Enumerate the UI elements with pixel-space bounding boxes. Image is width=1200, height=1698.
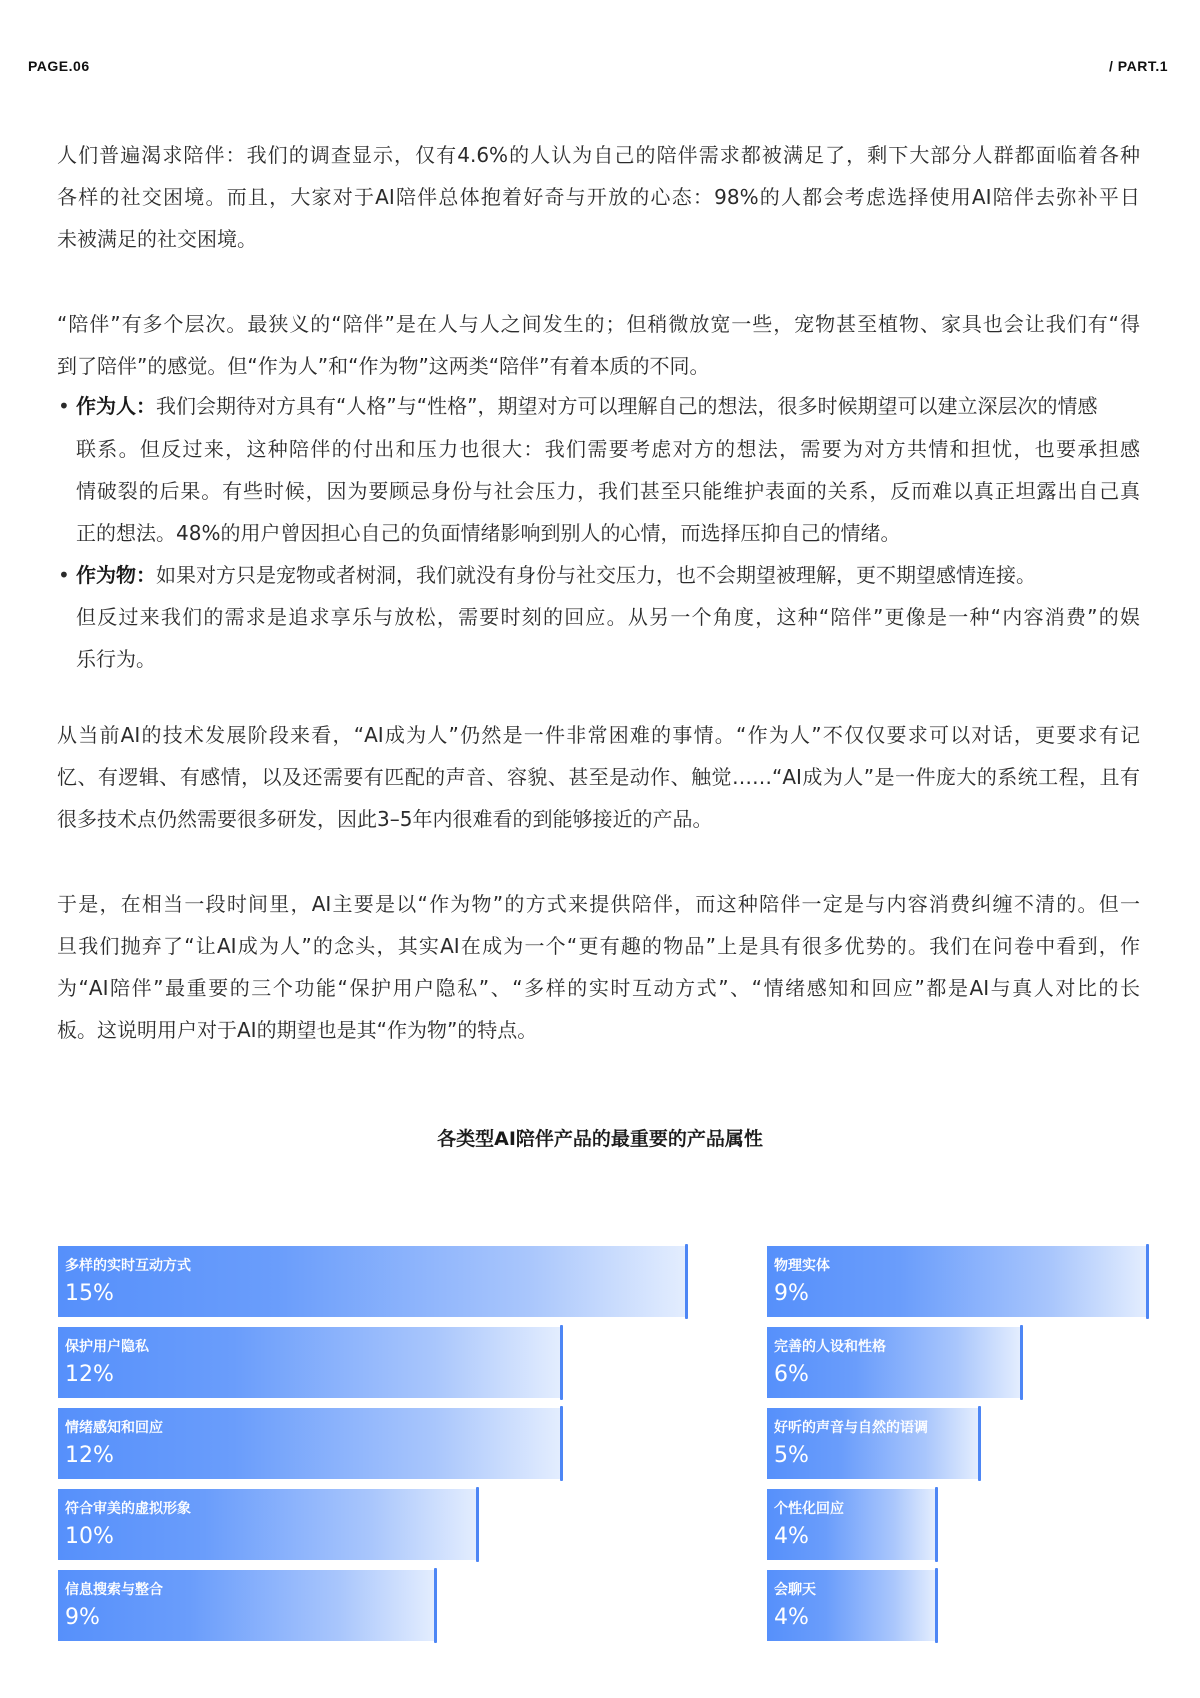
- line-text: “陪伴”有多个层次。最狭义的“陪伴”是在人与人之间发生的；但稍微放宽一些，宠物甚至植物、家具也会让我们有“得: [57, 312, 1140, 336]
- bar-value: 4%: [774, 1605, 809, 1630]
- bar-value: 12%: [65, 1362, 114, 1387]
- bar-right-2: [767, 1408, 978, 1479]
- bar-right-1: [767, 1327, 1020, 1398]
- line-text: 从当前AI的技术发展阶段来看，“AI成为人”仍然是一件非常困难的事情。“作为人”不仅仅要求可以对话，更要求有记: [57, 723, 1140, 747]
- paragraph-line: [76, 519, 1140, 547]
- line-text: 很多技术点仍然需要很多研发，因此3–5年内很难看的到能够接近的产品。: [57, 807, 713, 831]
- paragraph-line: [76, 603, 1140, 631]
- bar-value: 9%: [65, 1605, 100, 1630]
- line-text: 忆、有逻辑、有感情，以及还需要有匹配的声音、容貌、甚至是动作、触觉……“AI成为人”是一件庞大的系统工程，且有: [57, 765, 1140, 789]
- bar-edge: [560, 1406, 563, 1481]
- bar-left-1: [58, 1327, 560, 1398]
- bar-value: 5%: [774, 1443, 809, 1468]
- bar-label: 符合审美的虚拟形象: [65, 1501, 191, 1517]
- paragraph-line: [58, 392, 1140, 420]
- bar-right-3: [767, 1489, 935, 1560]
- line-text: 于是，在相当一段时间里，AI主要是以“作为物”的方式来提供陪伴，而这种陪伴一定是与内容消费纠缠不清的。但一: [57, 892, 1140, 916]
- bar-edge: [978, 1406, 981, 1481]
- paragraph-line: [57, 974, 1140, 1002]
- bar-edge: [685, 1244, 688, 1319]
- bar-value: 4%: [774, 1524, 809, 1549]
- paragraph-line: [57, 1016, 1140, 1044]
- bullet-icon: •: [58, 563, 70, 587]
- bar-left-3: [58, 1489, 476, 1560]
- bullet-label: 作为物：: [76, 563, 156, 587]
- bar-right-4: [767, 1570, 935, 1641]
- line-text: 联系。但反过来，这种陪伴的付出和压力也很大：我们需要考虑对方的想法，需要为对方共情和担忧，也要承担感: [76, 437, 1140, 461]
- bar-label: 会聊天: [774, 1582, 816, 1598]
- bar-label: 个性化回应: [774, 1501, 844, 1517]
- bar-value: 15%: [65, 1281, 114, 1306]
- bar-label: 多样的实时互动方式: [65, 1258, 191, 1274]
- bar-left-4: [58, 1570, 434, 1641]
- bar-value: 9%: [774, 1281, 809, 1306]
- bar-label: 物理实体: [774, 1258, 830, 1274]
- paragraph-line: [57, 225, 1140, 253]
- bar-value: 10%: [65, 1524, 114, 1549]
- paragraph-line: [76, 645, 1140, 673]
- bar-edge: [476, 1487, 479, 1562]
- paragraph-line: [76, 477, 1140, 505]
- paragraph-line: [57, 763, 1140, 791]
- line-text: 人们普遍渴求陪伴：我们的调查显示，仅有4.6%的人认为自己的陪伴需求都被满足了，剩下大部分人群都面临着各种: [57, 143, 1140, 167]
- paragraph-line: [58, 561, 1140, 589]
- paragraph-line: [57, 352, 1140, 380]
- bar-edge: [434, 1568, 437, 1643]
- line-text: 板。这说明用户对于AI的期望也是其“作为物”的特点。: [57, 1018, 538, 1042]
- line-text: 乐行为。: [76, 647, 156, 671]
- line-text: 为“AI陪伴”最重要的三个功能“保护用户隐私”、“多样的实时互动方式”、“情绪感知和回应”都是AI与真人对比的长: [57, 976, 1140, 1000]
- paragraph-line: [57, 721, 1140, 749]
- line-text: 但反过来我们的需求是追求享乐与放松，需要时刻的回应。从另一个角度，这种“陪伴”更像是一种“内容消费”的娱: [76, 605, 1140, 629]
- page-number: PAGE.06: [28, 58, 90, 74]
- bar-value: 6%: [774, 1362, 809, 1387]
- paragraph-line: [57, 932, 1140, 960]
- bullet-label: 作为人：: [76, 394, 156, 418]
- paragraph-line: [57, 183, 1140, 211]
- bullet-icon: •: [58, 394, 70, 418]
- line-text: 我们会期待对方具有“人格”与“性格”，期望对方可以理解自己的想法，很多时候期望可以建立深层次的情感: [156, 394, 1098, 418]
- bar-edge: [935, 1487, 938, 1562]
- line-text: 到了陪伴”的感觉。但“作为人”和“作为物”这两类“陪伴”有着本质的不同。: [57, 354, 710, 378]
- bar-label: 完善的人设和性格: [774, 1339, 886, 1355]
- paragraph-line: [57, 890, 1140, 918]
- paragraph-line: [57, 141, 1140, 169]
- bar-edge: [560, 1325, 563, 1400]
- line-text: 情破裂的后果。有些时候，因为要顾忌身份与社会压力，我们甚至只能维护表面的关系，反而难以真正坦露出自己真: [76, 479, 1140, 503]
- bar-left-2: [58, 1408, 560, 1479]
- chart-title: 各类型AI陪伴产品的最重要的产品属性: [437, 1128, 763, 1150]
- bar-label: 情绪感知和回应: [65, 1420, 163, 1436]
- bar-edge: [1146, 1244, 1149, 1319]
- part-label: / PART.1: [1109, 58, 1168, 74]
- bar-label: 好听的声音与自然的语调: [774, 1420, 928, 1436]
- paragraph-line: [57, 805, 1140, 833]
- bar-edge: [1020, 1325, 1023, 1400]
- bar-value: 12%: [65, 1443, 114, 1468]
- bar-edge: [935, 1568, 938, 1643]
- paragraph-line: [57, 310, 1140, 338]
- line-text: 旦我们抛弃了“让AI成为人”的念头，其实AI在成为一个“更有趣的物品”上是具有很多优势的。我们在问卷中看到，作: [57, 934, 1140, 958]
- line-text: 未被满足的社交困境。: [57, 227, 257, 251]
- line-text: 如果对方只是宠物或者树洞，我们就没有身份与社交压力，也不会期望被理解，更不期望感情连接。: [156, 563, 1036, 587]
- bar-label: 信息搜索与整合: [65, 1582, 163, 1598]
- line-text: 正的想法。48%的用户曾因担心自己的负面情绪影响到别人的心情，而选择压抑自己的情绪。: [76, 521, 901, 545]
- bar-right-0: [767, 1246, 1146, 1317]
- bar-left-0: [58, 1246, 685, 1317]
- line-text: 各样的社交困境。而且，大家对于AI陪伴总体抱着好奇与开放的心态：98%的人都会考虑选择使用AI陪伴去弥补平日: [57, 185, 1140, 209]
- bar-label: 保护用户隐私: [65, 1339, 149, 1355]
- paragraph-line: [76, 435, 1140, 463]
